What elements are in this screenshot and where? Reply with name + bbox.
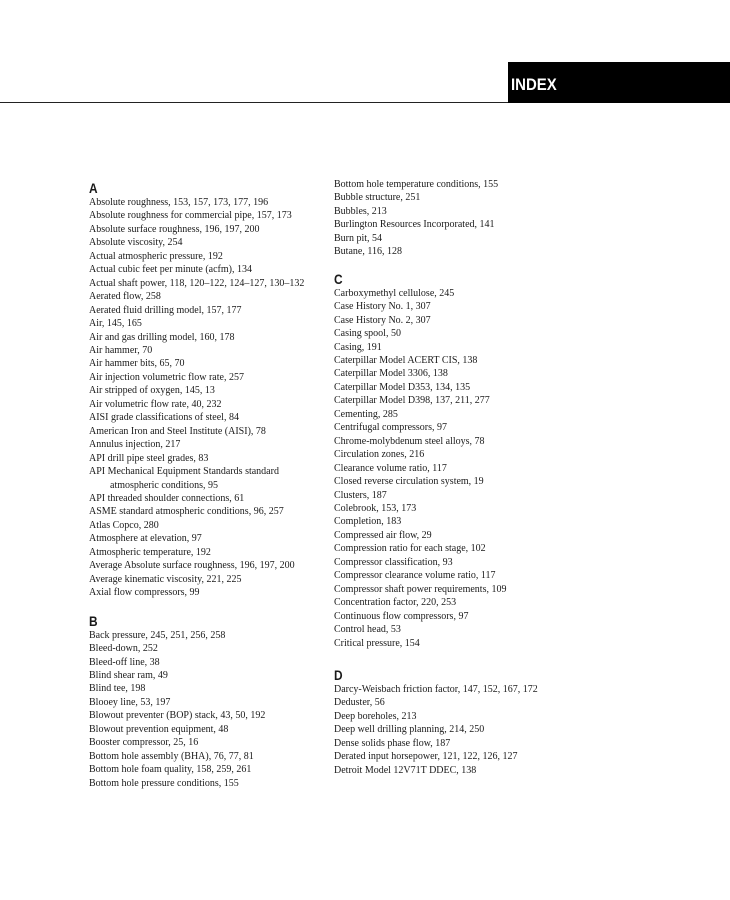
index-entry: Blind tee, 198 xyxy=(89,683,146,695)
section-c-entries xyxy=(334,287,570,650)
index-entry: API drill pipe steel grades, 83 xyxy=(89,452,209,464)
index-entry: Caterpillar Model ACERT CIS, 138 xyxy=(334,354,478,366)
index-header-tab xyxy=(508,62,730,103)
index-entry: Derated input horsepower, 121, 122, 126, 127 xyxy=(334,751,518,763)
index-entry: Booster compressor, 25, 16 xyxy=(89,737,199,749)
index-entry: Air hammer, 70 xyxy=(89,344,153,356)
index-entry: Carboxymethyl cellulose, 245 xyxy=(334,287,455,299)
index-entry: Caterpillar Model 3306, 138 xyxy=(334,368,448,380)
index-entry: API Mechanical Equipment Standards standard atmospheric conditions, 95 xyxy=(89,466,279,491)
index-entry: Circulation zones, 216 xyxy=(334,449,425,461)
index-entry: Atmosphere at elevation, 97 xyxy=(89,533,202,545)
index-entry: Case History No. 2, 307 xyxy=(334,314,431,326)
index-entry: Caterpillar Model D398, 137, 211, 277 xyxy=(334,395,490,407)
index-entry: Colebrook, 153, 173 xyxy=(334,502,417,514)
index-entry: Burn pit, 54 xyxy=(334,232,383,244)
index-entry: Closed reverse circulation system, 19 xyxy=(334,476,484,488)
index-entry: Air and gas drilling model, 160, 178 xyxy=(89,331,235,343)
index-entry: Continuous flow compressors, 97 xyxy=(334,610,469,622)
index-entry: Centrifugal compressors, 97 xyxy=(334,422,448,434)
index-entry: Aerated fluid drilling model, 157, 177 xyxy=(89,304,242,316)
index-entry: Cementing, 285 xyxy=(334,408,398,420)
index-entry: Air stripped of oxygen, 145, 13 xyxy=(89,385,215,397)
index-column-right xyxy=(334,178,570,777)
index-entry: American Iron and Steel Institute (AISI), 78 xyxy=(89,425,266,437)
index-entry: Chrome-molybdenum steel alloys, 78 xyxy=(334,435,485,447)
index-entry: Completion, 183 xyxy=(334,516,402,528)
index-entry: Atmospheric temperature, 192 xyxy=(89,546,211,558)
section-b-entries xyxy=(89,629,325,790)
index-entry: Bottom hole assembly (BHA), 76, 77, 81 xyxy=(89,750,254,762)
index-entry: API threaded shoulder connections, 61 xyxy=(89,492,245,504)
index-entry: Darcy-Weisbach friction factor, 147, 152, 167, 172 xyxy=(334,683,538,695)
index-entry: Control head, 53 xyxy=(334,624,401,636)
index-entry: ASME standard atmospheric conditions, 96, 257 xyxy=(89,506,284,518)
index-entry: Back pressure, 245, 251, 256, 258 xyxy=(89,629,226,641)
index-entry: Absolute roughness for commercial pipe, 157, 173 xyxy=(89,210,292,222)
index-entry: Compressor classification, 93 xyxy=(334,556,453,568)
index-entry: Blind shear ram, 49 xyxy=(89,669,168,681)
index-entry: Absolute surface roughness, 196, 197, 200 xyxy=(89,223,260,235)
index-entry: Axial flow compressors, 99 xyxy=(89,587,200,599)
index-entry: Bleed-off line, 38 xyxy=(89,656,160,668)
index-entry: AISI grade classifications of steel, 84 xyxy=(89,412,239,424)
index-entry: Detroit Model 12V71T DDEC, 138 xyxy=(334,764,477,776)
index-entry: Bottom hole temperature conditions, 155 xyxy=(334,179,499,190)
index-entry: Annulus injection, 217 xyxy=(89,439,181,451)
section-letter-a: A xyxy=(89,180,98,196)
section-letter-d: D xyxy=(334,666,343,683)
index-entry: Absolute roughness, 153, 157, 173, 177, 196 xyxy=(89,197,269,208)
index-entry: Absolute viscosity, 254 xyxy=(89,237,183,249)
index-entry: Atlas Copco, 280 xyxy=(89,519,159,531)
index-entry: Casing spool, 50 xyxy=(334,328,401,340)
index-entry: Bottom hole foam quality, 158, 259, 261 xyxy=(89,764,252,776)
section-letter-c: C xyxy=(334,270,343,287)
index-entry: Clusters, 187 xyxy=(334,489,387,501)
index-entry: Deduster, 56 xyxy=(334,697,385,709)
index-entry: Bubble structure, 251 xyxy=(334,192,421,204)
index-entry: Aerated flow, 258 xyxy=(89,291,161,303)
index-column-left xyxy=(89,181,325,790)
index-entry: Compressor clearance volume ratio, 117 xyxy=(334,570,496,582)
index-entry: Actual shaft power, 118, 120–122, 124–127, 130–132 xyxy=(89,277,305,289)
index-entry: Compressor shaft power requirements, 109 xyxy=(334,583,507,595)
index-entry: Average Absolute surface roughness, 196, 197, 200 xyxy=(89,560,295,572)
section-b-continued-entries xyxy=(334,178,570,259)
page-title: INDEX xyxy=(511,75,557,94)
index-entry: Caterpillar Model D353, 134, 135 xyxy=(334,381,471,393)
section-d-entries xyxy=(334,683,570,777)
index-entry: Average kinematic viscosity, 221, 225 xyxy=(89,573,242,585)
index-entry: Critical pressure, 154 xyxy=(334,637,420,649)
index-entry: Casing, 191 xyxy=(334,341,382,353)
index-entry: Deep well drilling planning, 214, 250 xyxy=(334,724,485,736)
index-entry: Clearance volume ratio, 117 xyxy=(334,462,447,474)
index-entry: Dense solids phase flow, 187 xyxy=(334,737,451,749)
index-entry: Air volumetric flow rate, 40, 232 xyxy=(89,398,222,410)
index-entry: Burlington Resources Incorporated, 141 xyxy=(334,219,495,231)
index-entry: Actual cubic feet per minute (acfm), 134 xyxy=(89,264,252,276)
index-entry: Compression ratio for each stage, 102 xyxy=(334,543,486,555)
index-entry: Deep boreholes, 213 xyxy=(334,710,417,722)
index-entry: Blooey line, 53, 197 xyxy=(89,696,171,708)
index-entry: Bleed-down, 252 xyxy=(89,643,158,655)
index-entry: Concentration factor, 220, 253 xyxy=(334,597,457,609)
index-entry: Blowout prevention equipment, 48 xyxy=(89,723,229,735)
index-entry: Blowout preventer (BOP) stack, 43, 50, 192 xyxy=(89,710,266,722)
index-entry: Compressed air flow, 29 xyxy=(334,529,432,541)
index-entry: Bubbles, 213 xyxy=(334,205,387,217)
index-entry: Bottom hole pressure conditions, 155 xyxy=(89,777,239,789)
index-entry: Butane, 116, 128 xyxy=(334,246,402,258)
header-rule xyxy=(0,102,508,103)
section-letter-b: B xyxy=(89,612,98,629)
index-entry: Air hammer bits, 65, 70 xyxy=(89,358,185,370)
index-entry: Air, 145, 165 xyxy=(89,318,142,330)
section-a-entries xyxy=(89,196,325,600)
index-entry: Air injection volumetric flow rate, 257 xyxy=(89,371,244,383)
index-entry: Case History No. 1, 307 xyxy=(334,301,431,313)
index-entry: Actual atmospheric pressure, 192 xyxy=(89,250,223,262)
